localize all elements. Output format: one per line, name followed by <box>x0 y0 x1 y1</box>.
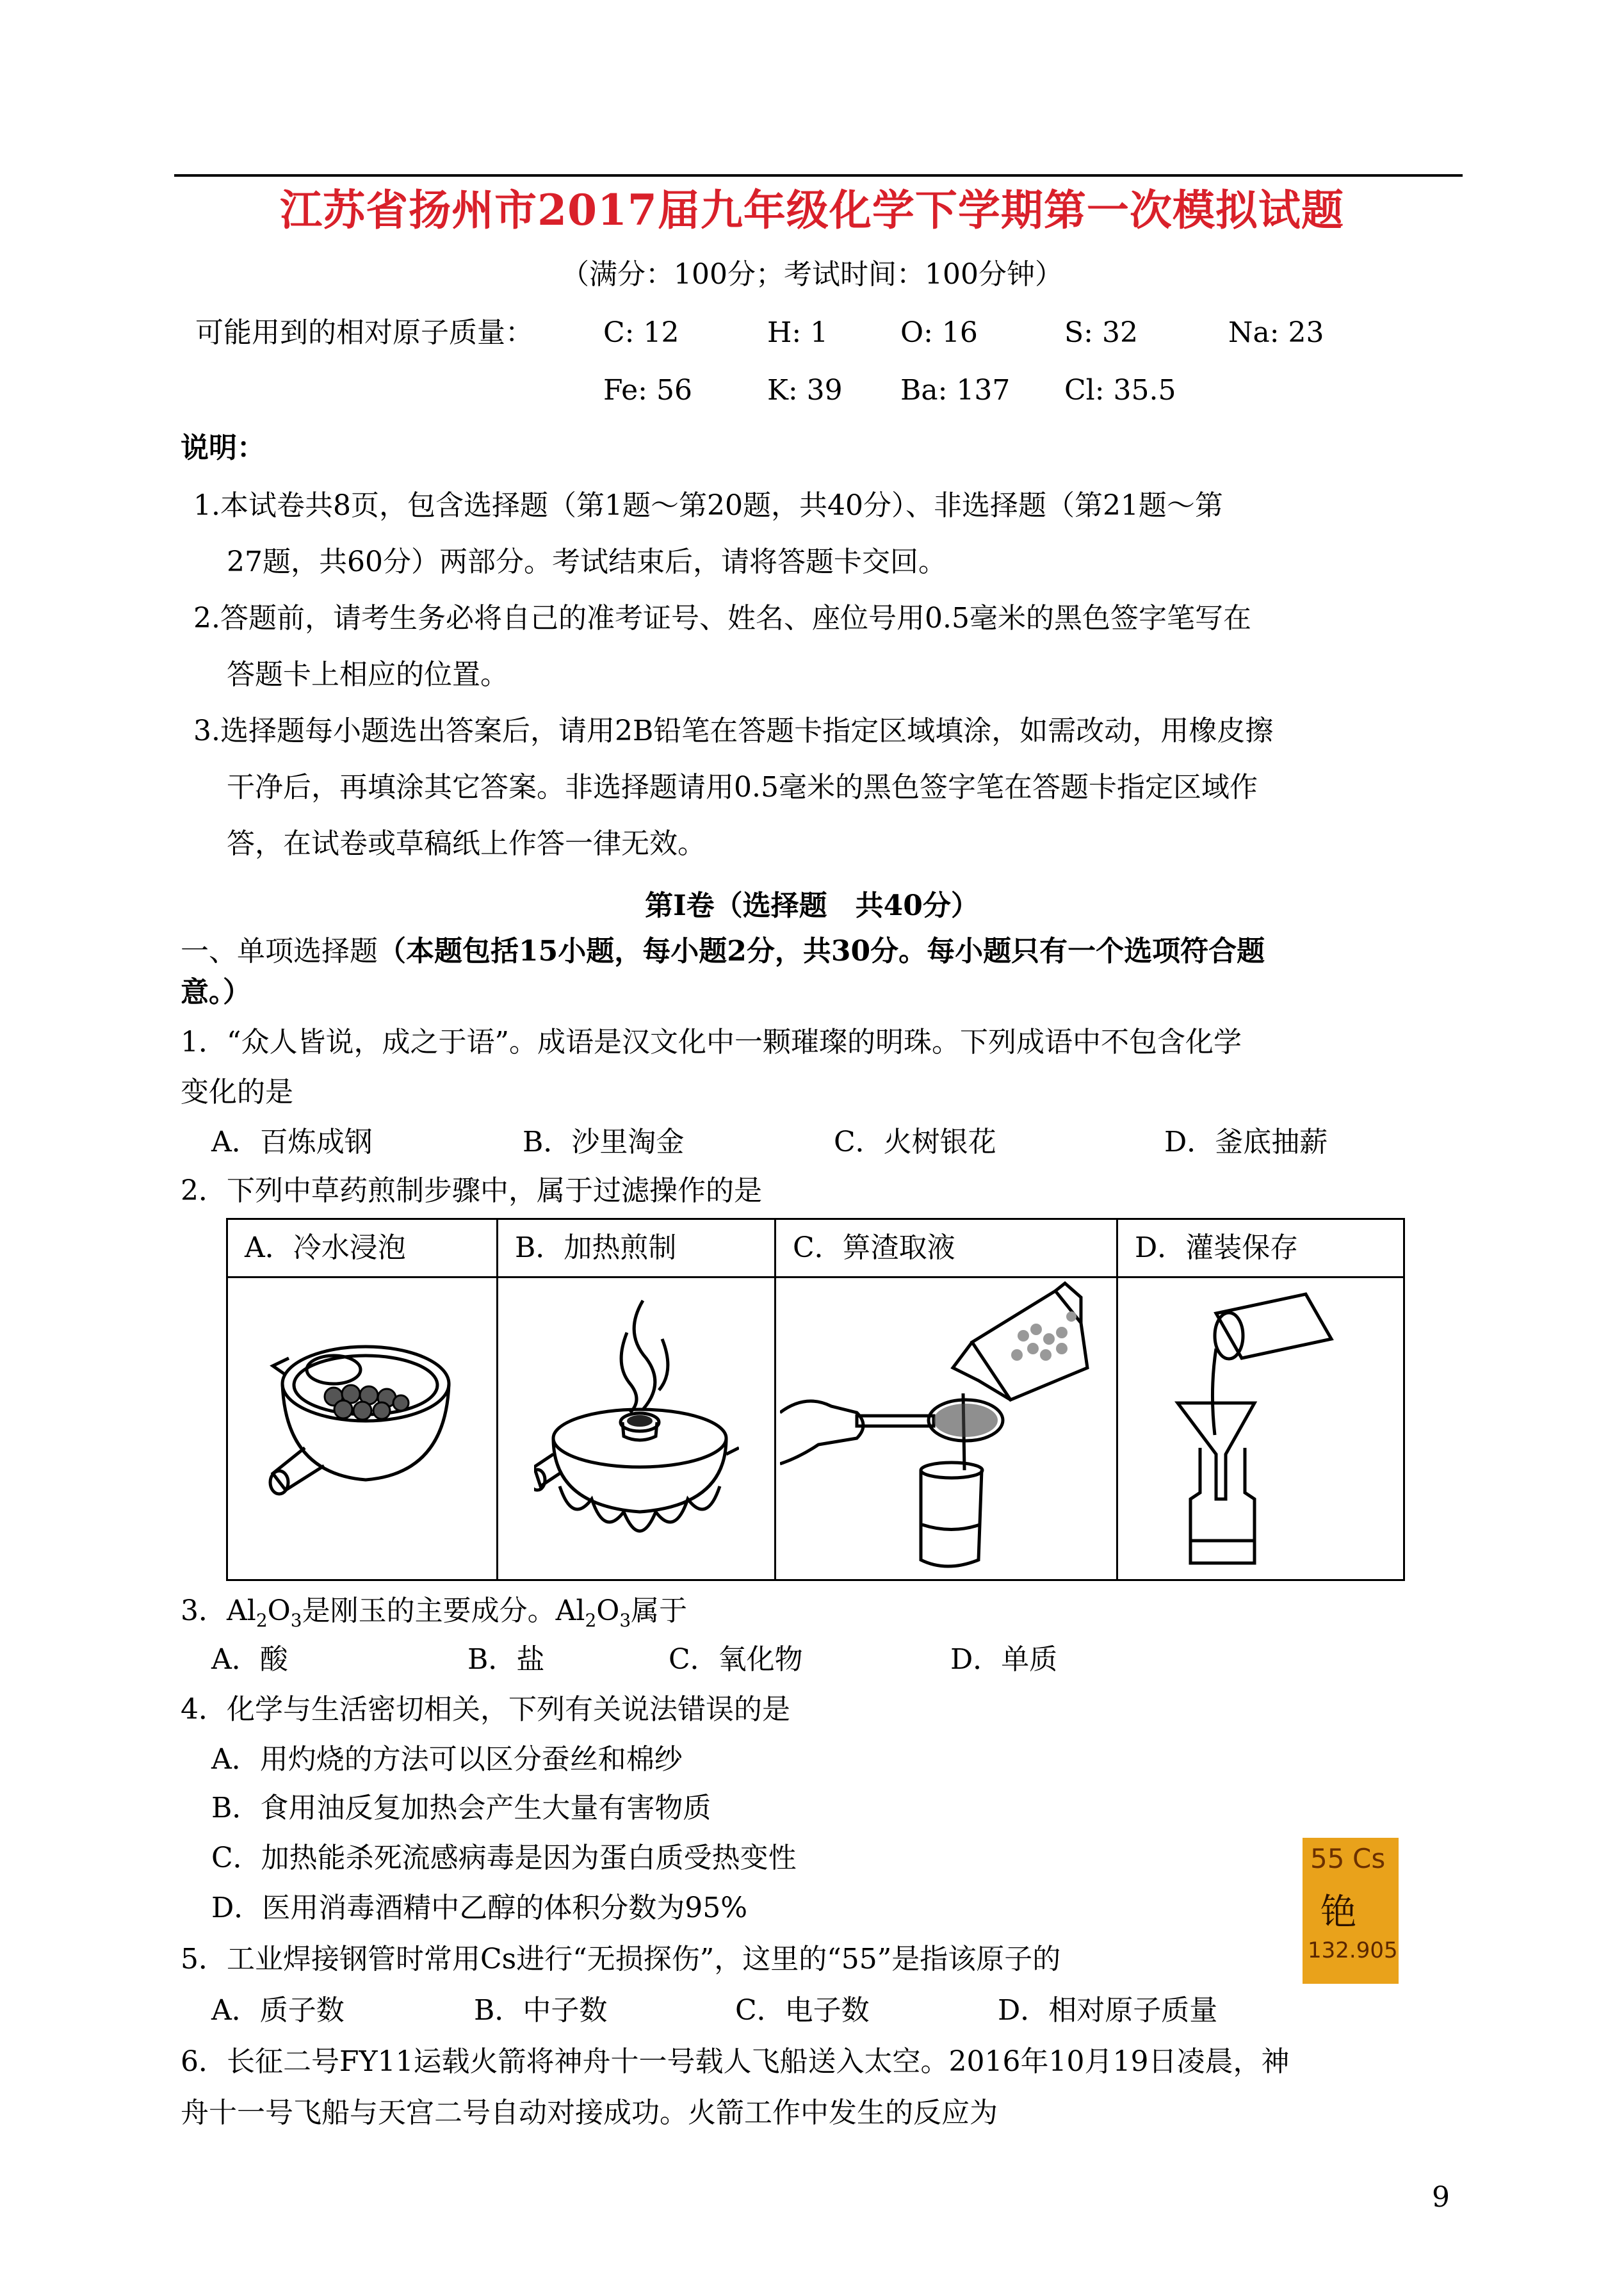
part-heading <box>181 932 1265 971</box>
option-a[interactable]: A．酸 <box>211 1643 288 1676</box>
atomic-mass-item: K: 39 <box>767 374 843 407</box>
question-2-stem: 2．下列中草药煎制步骤中，属于过滤操作的是 <box>181 1174 762 1207</box>
atomic-mass-item: C: 12 <box>603 316 679 349</box>
atomic-mass-item: H: 1 <box>767 316 829 349</box>
option-a[interactable]: A．用灼烧的方法可以区分蚕丝和棉纱 <box>211 1743 683 1776</box>
element-name: 铯 <box>1320 1892 1356 1933</box>
part-rules-cont: 意。） <box>181 976 251 1009</box>
part-rules: （本题包括15小题，每小题2分，共30分。每小题只有一个选项符合题 <box>378 935 1265 968</box>
straining-icon <box>780 1278 1113 1579</box>
option-d[interactable]: D．釜底抽薪 <box>1164 1126 1328 1158</box>
atomic-mass-item: O: 16 <box>900 316 978 349</box>
instruction-line: 27题，共60分）两部分。考试结束后，请将答题卡交回。 <box>227 546 946 578</box>
instruction-line: 答题卡上相应的位置。 <box>227 658 508 691</box>
option-b[interactable]: B．加热煎制 <box>498 1219 775 1277</box>
pot-herbs-icon <box>266 1313 459 1544</box>
option-b[interactable]: B．沙里淘金 <box>523 1126 685 1158</box>
part-lead: 一、单项选择题 <box>181 935 378 968</box>
page-title: 江苏省扬州市2017届九年级化学下学期第一次模拟试题 <box>280 185 1344 235</box>
option-d[interactable]: D．单质 <box>950 1643 1058 1676</box>
instruction-line: 2.答题前，请考生务必将自己的准考证号、姓名、座位号用0.5毫米的黑色签字笔写在 <box>193 602 1251 635</box>
option-d[interactable]: D．相对原子质量 <box>998 1994 1218 2027</box>
option-a[interactable]: A．百炼成钢 <box>211 1126 373 1158</box>
instruction-line: 答，在试卷或草稿纸上作答一律无效。 <box>227 827 706 860</box>
option-c[interactable]: C．电子数 <box>735 1994 870 2027</box>
element-symbol: Cs <box>1352 1843 1386 1874</box>
atomic-number: 55 <box>1310 1843 1345 1874</box>
question-stem: 4．化学与生活密切相关，下列有关说法错误的是 <box>181 1693 790 1726</box>
atomic-mass-item: Na: 23 <box>1228 316 1324 349</box>
option-c[interactable]: C．箅渣取液 <box>775 1219 1117 1277</box>
boiling-illustration <box>498 1277 775 1580</box>
option-c[interactable]: C．加热能杀死流感病毒是因为蛋白质受热变性 <box>211 1842 797 1874</box>
bottling-illustration <box>1117 1277 1404 1580</box>
question-stem: 舟十一号飞船与天宫二号自动对接成功。火箭工作中发生的反应为 <box>181 2096 998 2129</box>
option-a[interactable]: A．质子数 <box>211 1994 345 2027</box>
option-c[interactable]: C．火树银花 <box>834 1126 996 1158</box>
header-rule <box>174 174 1463 177</box>
question-2-table <box>226 1218 1405 1581</box>
bottling-icon <box>1165 1288 1357 1569</box>
option-b[interactable]: B．食用油反复加热会产生大量有害物质 <box>211 1792 711 1824</box>
atomic-mass-item: Ba: 137 <box>900 374 1011 407</box>
soaking-illustration <box>227 1277 498 1580</box>
cesium-element-card <box>1303 1838 1399 1984</box>
question-stem: 6．长征二号FY11运载火箭将神舟十一号载人飞船送入太空。2016年10月19日凌晨，神 <box>181 2045 1290 2078</box>
exam-info: （满分：100分；考试时间：100分钟） <box>561 258 1063 291</box>
instruction-line: 3.选择题每小题选出答案后，请用2B铅笔在答题卡指定区域填涂，如需改动，用橡皮擦 <box>193 715 1274 747</box>
option-c[interactable]: C．氧化物 <box>669 1643 803 1676</box>
question-stem: 3．$Al_2O_3$是刚玉的主要成分。$Al_2O_3$属于 <box>181 1594 688 1631</box>
section-title: 第Ⅰ卷（选择题 共40分） <box>645 889 979 922</box>
atomic-mass-item: Fe: 56 <box>603 374 692 407</box>
question-stem: 1．“众人皆说，成之于语”。成语是汉文化中一颗璀璨的明珠。下列成语中不包含化学 <box>181 1026 1242 1058</box>
option-d[interactable]: D．医用消毒酒精中乙醇的体积分数为95% <box>211 1892 748 1924</box>
atomic-mass: 132.905 <box>1308 1938 1398 1963</box>
option-b[interactable]: B．盐 <box>467 1643 545 1676</box>
pot-boiling-icon <box>534 1294 739 1563</box>
question-stem: 变化的是 <box>181 1076 293 1108</box>
option-b[interactable]: B．中子数 <box>474 1994 608 2027</box>
option-d[interactable]: D．灌装保存 <box>1117 1219 1404 1277</box>
instructions-heading: 说明： <box>181 432 265 464</box>
straining-illustration <box>775 1277 1117 1580</box>
instruction-line: 干净后，再填涂其它答案。非选择题请用0.5毫米的黑色签字笔在答题卡指定区域作 <box>227 771 1258 804</box>
option-a[interactable]: A．冷水浸泡 <box>227 1219 498 1277</box>
atomic-mass-item: S: 32 <box>1064 316 1138 349</box>
question-stem: 5．工业焊接钢管时常用Cs进行“无损探伤”，这里的“55”是指该原子的 <box>181 1943 1061 1975</box>
atomic-mass-item: Cl: 35.5 <box>1064 374 1176 407</box>
page-number: 9 <box>1432 2181 1450 2214</box>
atomic-mass-label: 可能用到的相对原子质量： <box>195 316 533 349</box>
instruction-line: 1.本试卷共8页，包含选择题（第1题～第20题，共40分）、非选择题（第21题～第 <box>193 489 1223 522</box>
